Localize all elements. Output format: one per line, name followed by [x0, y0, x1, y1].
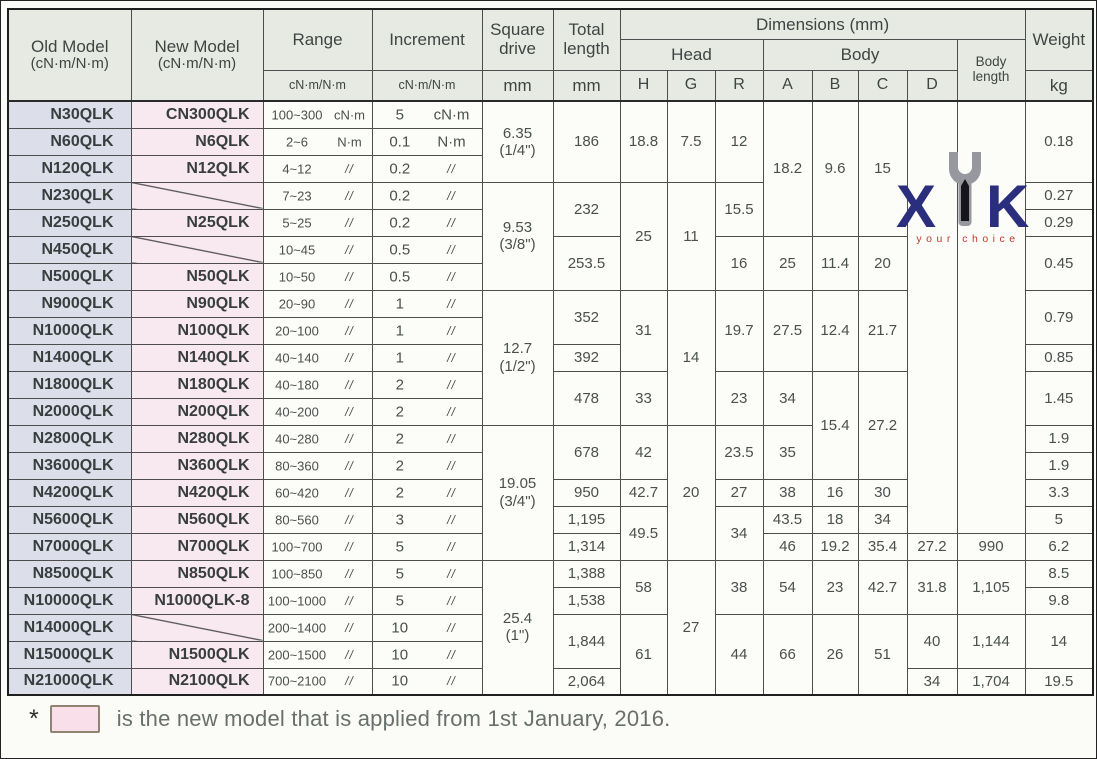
cell-new-model: N1000QLK-8	[131, 587, 263, 614]
cell-weight: 3.3	[1025, 479, 1093, 506]
col-header-total-length: Total length	[553, 9, 620, 70]
unit-square-drive: mm	[482, 70, 553, 101]
cell-increment: 5 //	[372, 587, 482, 614]
cell-increment: 0.5 //	[372, 236, 482, 263]
cell-old-model: N21000QLK	[8, 668, 131, 695]
cell-total-length: 392	[553, 344, 620, 371]
cell-dim-h: 58	[620, 560, 667, 614]
cell-dim-g: 14	[667, 290, 715, 425]
cell-square-drive: 19.05 (3/4")	[482, 425, 553, 560]
cell-dim-h: 25	[620, 182, 667, 290]
cell-new-model: N50QLK	[131, 263, 263, 290]
cell-increment: 2 //	[372, 398, 482, 425]
col-header-range: Range	[263, 9, 372, 70]
col-header-r: R	[715, 70, 763, 101]
new-model-label: New Model	[154, 37, 240, 57]
cell-range: 5~25 //	[263, 209, 372, 236]
cell-range: 7~23 //	[263, 182, 372, 209]
cell-dim-c: 35.4	[858, 533, 907, 560]
unit-total-length: mm	[553, 70, 620, 101]
col-header-new-model	[131, 9, 263, 101]
cell-increment: 5 //	[372, 560, 482, 587]
cell-range: 4~12 //	[263, 155, 372, 182]
cell-weight: 1.45	[1025, 371, 1093, 425]
cell-dim-g: 27	[667, 560, 715, 695]
cell-new-model	[131, 236, 263, 263]
cell-dim-b: 9.6	[812, 101, 858, 236]
cell-old-model: N1000QLK	[8, 317, 131, 344]
cell-dim-b: 26	[812, 614, 858, 695]
cell-dim-b: 16	[812, 479, 858, 506]
cell-dim-a: 38	[763, 479, 812, 506]
cell-dim-b: 18	[812, 506, 858, 533]
cell-dim-c: 15	[858, 101, 907, 236]
cell-weight: 0.45	[1025, 236, 1093, 290]
cell-old-model: N500QLK	[8, 263, 131, 290]
cell-old-model: N15000QLK	[8, 641, 131, 668]
cell-increment: 1 //	[372, 344, 482, 371]
cell-old-model: N900QLK	[8, 290, 131, 317]
logo-tagline: your choice	[916, 233, 1020, 245]
cell-total-length: 352	[553, 290, 620, 344]
cell-dim-c: 42.7	[858, 560, 907, 614]
cell-range: 100~850 //	[263, 560, 372, 587]
spec-table	[7, 8, 1094, 696]
cell-total-length: 2,064	[553, 668, 620, 695]
cell-increment: 0.2 //	[372, 209, 482, 236]
cell-increment: 3 //	[372, 506, 482, 533]
cell-total-length: 1,388	[553, 560, 620, 587]
cell-dim-g: 20	[667, 425, 715, 560]
cell-dim-a: 18.2	[763, 101, 812, 236]
cell-increment: 0.5 //	[372, 263, 482, 290]
cell-increment: 10 //	[372, 641, 482, 668]
cell-dim-g: 7.5	[667, 101, 715, 182]
cell-new-model	[131, 614, 263, 641]
cell-new-model: N6QLK	[131, 128, 263, 155]
cell-old-model: N2800QLK	[8, 425, 131, 452]
cell-dim-a: 34	[763, 371, 812, 425]
cell-dim-h: 49.5	[620, 506, 667, 560]
cell-new-model: CN300QLK	[131, 101, 263, 128]
cell-range: 40~180 //	[263, 371, 372, 398]
cell-old-model: N230QLK	[8, 182, 131, 209]
cell-range: 60~420 //	[263, 479, 372, 506]
cell-increment: 2 //	[372, 371, 482, 398]
cell-increment: 2 //	[372, 479, 482, 506]
cell-old-model: N7000QLK	[8, 533, 131, 560]
cell-dim-a: 46	[763, 533, 812, 560]
cell-increment: 5 //	[372, 533, 482, 560]
cell-new-model: N850QLK	[131, 560, 263, 587]
cell-dim-r: 19.7	[715, 290, 763, 371]
cell-old-model: N2000QLK	[8, 398, 131, 425]
cell-dim-a: 66	[763, 614, 812, 695]
col-header-c: C	[858, 70, 907, 101]
footnote-text: is the new model that is applied from 1st January, 2016.	[116, 706, 671, 731]
cell-dim-r: 23	[715, 371, 763, 425]
cell-new-model: N280QLK	[131, 425, 263, 452]
cell-range: 2~6 N·m	[263, 128, 372, 155]
cell-weight: 6.2	[1025, 533, 1093, 560]
cell-range: 100~1000 //	[263, 587, 372, 614]
cell-range: 20~90 //	[263, 290, 372, 317]
cell-dim-d: 31.8	[907, 560, 957, 614]
cell-weight: 1.9	[1025, 425, 1093, 452]
cell-dim-c: 27.2	[858, 371, 907, 479]
cell-old-model: N8500QLK	[8, 560, 131, 587]
old-model-label: Old Model	[31, 37, 109, 57]
cell-dim-b: 11.4	[812, 236, 858, 290]
cell-dim-c: 21.7	[858, 290, 907, 371]
cell-dim-r: 38	[715, 560, 763, 614]
col-header-g: G	[667, 70, 715, 101]
cell-range: 200~1500 //	[263, 641, 372, 668]
cell-old-model: N5600QLK	[8, 506, 131, 533]
cell-old-model: N30QLK	[8, 101, 131, 128]
col-header-old-model	[8, 9, 131, 101]
cell-weight: 14	[1025, 614, 1093, 668]
cell-weight: 0.27	[1025, 182, 1093, 209]
cell-dim-r: 23.5	[715, 425, 763, 479]
cell-dim-c: 51	[858, 614, 907, 695]
col-header-weight: Weight	[1025, 9, 1093, 70]
cell-increment: 10 //	[372, 614, 482, 641]
cell-dim-r: 44	[715, 614, 763, 695]
cell-total-length: 232	[553, 182, 620, 236]
cell-total-length: 253.5	[553, 236, 620, 290]
cell-dim-h: 42	[620, 425, 667, 479]
cell-dim-b: 23	[812, 560, 858, 614]
cell-dim-c: 20	[858, 236, 907, 290]
unit-increment: cN·m/N·m	[372, 70, 482, 101]
cell-total-length: 950	[553, 479, 620, 506]
col-header-h: H	[620, 70, 667, 101]
cell-dim-a: 25	[763, 236, 812, 290]
cell-weight: 0.79	[1025, 290, 1093, 344]
cell-square-drive: 6.35 (1/4")	[482, 101, 553, 182]
cell-range: 80~560 //	[263, 506, 372, 533]
cell-dim-a: 35	[763, 425, 812, 479]
cell-old-model: N1800QLK	[8, 371, 131, 398]
cell-dim-h: 33	[620, 371, 667, 425]
cell-increment: 0.1 N·m	[372, 128, 482, 155]
cell-increment: 1 //	[372, 317, 482, 344]
cell-dim-h: 18.8	[620, 101, 667, 182]
cell-weight: 0.18	[1025, 101, 1093, 182]
logo-letter-k: K	[986, 173, 1030, 240]
cell-body-length: 1,105	[957, 560, 1025, 614]
logo-letter-x: X	[896, 173, 937, 240]
brand-logo	[893, 148, 1043, 246]
cell-old-model: N450QLK	[8, 236, 131, 263]
cell-range: 40~200 //	[263, 398, 372, 425]
cell-square-drive: 9.53 (3/8")	[482, 182, 553, 290]
cell-dim-h: 42.7	[620, 479, 667, 506]
col-header-d: D	[907, 70, 957, 101]
cell-new-model: N12QLK	[131, 155, 263, 182]
cell-weight: 19.5	[1025, 668, 1093, 695]
cell-old-model: N120QLK	[8, 155, 131, 182]
footnote-marker: *	[29, 704, 39, 733]
cell-dim-b: 19.2	[812, 533, 858, 560]
cell-dim-c: 30	[858, 479, 907, 506]
wrench-icon	[949, 152, 981, 226]
cell-new-model: N360QLK	[131, 452, 263, 479]
cell-total-length: 478	[553, 371, 620, 425]
cell-dim-a: 27.5	[763, 290, 812, 371]
col-header-body-length: Body length	[957, 39, 1025, 101]
col-header-square-drive: Square drive	[482, 9, 553, 70]
cell-range: 80~360 //	[263, 452, 372, 479]
col-header-b: B	[812, 70, 858, 101]
cell-new-model: N2100QLK	[131, 668, 263, 695]
col-header-body: Body	[763, 39, 957, 70]
cell-total-length: 1,195	[553, 506, 620, 533]
cell-old-model: N250QLK	[8, 209, 131, 236]
cell-range: 40~280 //	[263, 425, 372, 452]
cell-new-model: N420QLK	[131, 479, 263, 506]
cell-new-model: N700QLK	[131, 533, 263, 560]
cell-increment: 0.2 //	[372, 182, 482, 209]
cell-square-drive: 12.7 (1/2")	[482, 290, 553, 425]
cell-dim-b: 12.4	[812, 290, 858, 371]
cell-increment: 2 //	[372, 452, 482, 479]
cell-dim-d: 27.2	[907, 533, 957, 560]
col-header-head: Head	[620, 39, 763, 70]
cell-dim-r: 12	[715, 101, 763, 182]
col-header-increment: Increment	[372, 9, 482, 70]
cell-weight: 8.5	[1025, 560, 1093, 587]
col-header-dimensions: Dimensions (mm)	[620, 9, 1025, 39]
cell-dim-r: 15.5	[715, 182, 763, 236]
cell-body-length: 990	[957, 533, 1025, 560]
spec-table-header	[8, 9, 1093, 101]
cell-total-length: 678	[553, 425, 620, 479]
cell-range: 100~700 //	[263, 533, 372, 560]
cell-dim-d: 34	[907, 668, 957, 695]
unit-weight: kg	[1025, 70, 1093, 101]
old-model-units: (cN·m/N·m)	[30, 55, 109, 73]
cell-weight: 9.8	[1025, 587, 1093, 614]
cell-dim-d: 40	[907, 614, 957, 668]
cell-dim-b: 15.4	[812, 371, 858, 479]
cell-total-length: 1,844	[553, 614, 620, 668]
cell-square-drive: 25.4 (1")	[482, 560, 553, 695]
cell-new-model	[131, 182, 263, 209]
cell-range: 10~45 //	[263, 236, 372, 263]
cell-new-model: N90QLK	[131, 290, 263, 317]
cell-total-length: 186	[553, 101, 620, 182]
unit-range: cN·m/N·m	[263, 70, 372, 101]
cell-dim-a: 54	[763, 560, 812, 614]
cell-range: 20~100 //	[263, 317, 372, 344]
cell-dim-a: 43.5	[763, 506, 812, 533]
cell-dim-h: 31	[620, 290, 667, 371]
cell-old-model: N10000QLK	[8, 587, 131, 614]
cell-dim-h: 61	[620, 614, 667, 695]
table-row	[8, 101, 1093, 128]
cell-increment: 10 //	[372, 668, 482, 695]
cell-body-length: 1,144	[957, 614, 1025, 668]
table-row	[8, 560, 1093, 587]
cell-total-length: 1,538	[553, 587, 620, 614]
cell-dim-g: 11	[667, 182, 715, 290]
cell-increment: 5 cN·m	[372, 101, 482, 128]
cell-old-model: N3600QLK	[8, 452, 131, 479]
cell-dim-r: 16	[715, 236, 763, 290]
cell-new-model: N560QLK	[131, 506, 263, 533]
cell-new-model: N140QLK	[131, 344, 263, 371]
cell-weight: 0.29	[1025, 209, 1093, 236]
footnote-color-swatch	[50, 705, 100, 733]
cell-range: 10~50 //	[263, 263, 372, 290]
cell-weight: 0.85	[1025, 344, 1093, 371]
cell-increment: 2 //	[372, 425, 482, 452]
cell-new-model: N100QLK	[131, 317, 263, 344]
cell-total-length: 1,314	[553, 533, 620, 560]
cell-increment: 1 //	[372, 290, 482, 317]
col-header-a: A	[763, 70, 812, 101]
cell-new-model: N1500QLK	[131, 641, 263, 668]
cell-old-model: N14000QLK	[8, 614, 131, 641]
cell-range: 700~2100 //	[263, 668, 372, 695]
cell-body-length: 1,704	[957, 668, 1025, 695]
footnote	[29, 705, 671, 733]
cell-range: 200~1400 //	[263, 614, 372, 641]
cell-old-model: N60QLK	[8, 128, 131, 155]
cell-new-model: N180QLK	[131, 371, 263, 398]
cell-range: 100~300 cN·m	[263, 101, 372, 128]
cell-weight: 1.9	[1025, 452, 1093, 479]
cell-weight: 5	[1025, 506, 1093, 533]
cell-increment: 0.2 //	[372, 155, 482, 182]
cell-old-model: N1400QLK	[8, 344, 131, 371]
cell-dim-c: 34	[858, 506, 907, 533]
cell-old-model: N4200QLK	[8, 479, 131, 506]
cell-new-model: N25QLK	[131, 209, 263, 236]
cell-new-model: N200QLK	[131, 398, 263, 425]
new-model-units: (cN·m/N·m)	[157, 55, 237, 73]
cell-range: 40~140 //	[263, 344, 372, 371]
cell-dim-r: 27	[715, 479, 763, 506]
cell-dim-r: 34	[715, 506, 763, 560]
